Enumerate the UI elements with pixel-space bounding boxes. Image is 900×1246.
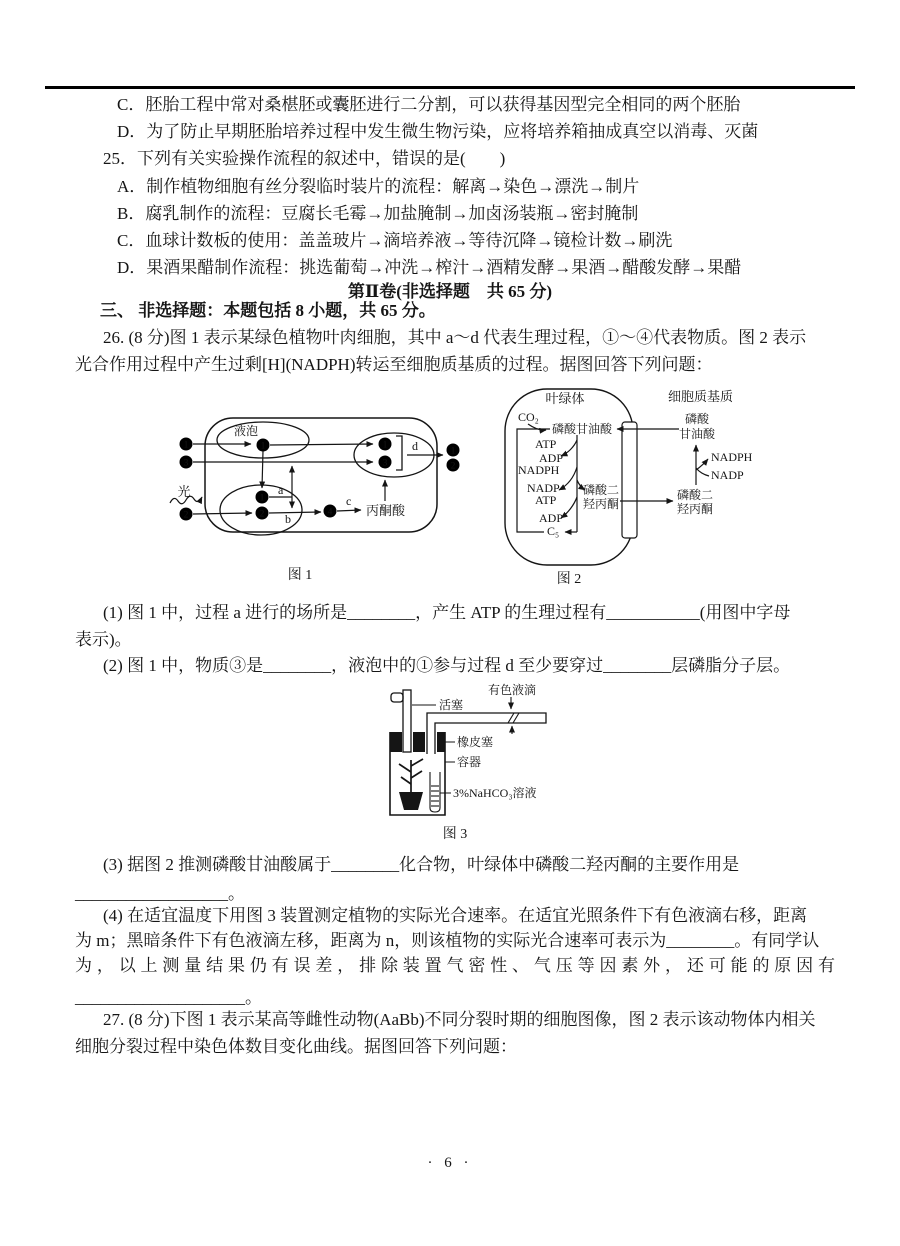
q26-intro-line2: 光合作用过程中产生过剩[H](NADPH)转运至细胞质基质的过程。据图回答下列问题： (75, 355, 713, 374)
svg-text:4: 4 (327, 507, 333, 518)
figure-3-apparatus-diagram (355, 680, 620, 848)
adp-label-1: ADP (539, 451, 564, 465)
stopper-label: 橡皮塞 (457, 735, 494, 749)
svg-text:1: 1 (260, 441, 266, 452)
dhap-out-line2: 羟丙酮 (677, 502, 714, 516)
atp-label-1: ATP (535, 437, 557, 451)
page-number: · 6 · (427, 1155, 473, 1171)
q26-sub2: (2) 图 1 中，物质③是________，液泡中的①参与过程 d 至少要穿过________层磷脂分子层。 (103, 656, 791, 675)
part-title: 三、 非选择题：本题包括 8 小题，共 65 分。 (100, 301, 436, 320)
fig3-stopper (390, 732, 445, 752)
q25-option-b: B．腐乳制作的流程：豆腐长毛霉→加盐腌制→加卤汤装瓶→密封腌制 (117, 204, 639, 223)
dhap-out-line1: 磷酸二 (677, 488, 714, 502)
q27-intro-line1: 27. (8 分)下图 1 表示某高等雌性动物(AaBb)不同分裂时期的细胞图像，图 2 表示该动物体内相关 (103, 1010, 816, 1029)
nadp-in-label: NADP (527, 481, 560, 495)
q27-intro-line2: 细胞分裂过程中染色体数目变化曲线。据图回答下列问题： (75, 1037, 517, 1056)
adp-label-2: ADP (539, 511, 564, 525)
svg-text:3: 3 (183, 458, 189, 469)
svg-text:1: 1 (382, 440, 388, 451)
dhap-in-line2: 羟丙酮 (583, 497, 620, 511)
pot (399, 792, 423, 810)
svg-text:1: 1 (183, 440, 189, 451)
solution-tube (430, 772, 440, 812)
svg-text:1: 1 (450, 446, 456, 457)
q26-sub1-line2: 表示)。 (75, 630, 132, 649)
q24-option-d: D．为了防止早期胚胎培养过程中发生微生物污染，应将培养箱抽成真空以消毒、灭菌 (117, 122, 759, 141)
container-label: 容器 (457, 755, 482, 769)
nadp-out-label: NADP (711, 468, 744, 482)
fig3-labels (439, 682, 537, 800)
q25-option-d: D．果酒果醋制作流程：挑选葡萄→冲洗→榨汁→酒精发酵→果酒→醋酸发酵→果醋 (117, 258, 742, 277)
process-b-label: b (285, 512, 291, 526)
q26-sub3-line1: (3) 据图 2 推测磷酸甘油酸属于________化合物，叶绿体中磷酸二羟丙酮的主要作用是 (103, 855, 740, 874)
droplet-label: 有色液滴 (488, 683, 537, 697)
pga-in-label: 磷酸甘油酸 (552, 422, 613, 436)
cytosol-label: 细胞质基质 (668, 389, 734, 404)
q26-sub4-line3: 为，以上测量结果仍有误差，排除装置气密性、气压等因素外，还可能的原因有 (75, 956, 835, 975)
process-c-label: c (346, 494, 352, 508)
co2-label: CO₂ (518, 410, 539, 424)
q26-sub4-line4: ____________________。 (75, 988, 262, 1007)
q26-intro-line1: 26. (8 分)图 1 表示某绿色植物叶肉细胞，其中 a～d 代表生理过程，①～④代表物质。图 2 表示 (103, 328, 807, 347)
dhap-in-line1: 磷酸二 (583, 483, 620, 497)
process-d-label: d (412, 439, 418, 453)
valve-label: 活塞 (439, 698, 464, 712)
svg-text:1: 1 (259, 493, 265, 504)
q26-sub4-line2: 为 m；黑暗条件下有色液滴左移，距离为 n，则该植物的实际光合速率可表示为________。有同学认 (75, 931, 820, 950)
nadph-out-label: NADPH (711, 450, 753, 464)
svg-text:2: 2 (183, 510, 189, 521)
q24-option-c: C．胚胎工程中常对桑椹胚或囊胚进行二分割，可以获得基因型完全相同的两个胚胎 (117, 95, 741, 114)
svg-text:2: 2 (450, 461, 456, 472)
plant (399, 759, 423, 792)
pga-out-line1: 磷酸 (684, 412, 710, 426)
q25-stem: 25．下列有关实验操作流程的叙述中，错误的是( ) (103, 149, 506, 168)
q26-sub1-line1: (1) 图 1 中，过程 a 进行的场所是________，产生 ATP 的生理过程有___________(用图中字母 (103, 603, 791, 622)
q26-sub3-line2: __________________。 (75, 884, 245, 903)
solution-label: 3%NaHCO₃溶液 (453, 786, 537, 800)
q26-sub4-line1: (4) 在适宜温度下用图 3 装置测定植物的实际光合速率。在适宜光照条件下有色液滴右移，距离 (103, 906, 808, 925)
light-label: 光 (177, 484, 191, 499)
q25-option-c: C．血球计数板的使用：盖盖玻片→滴培养液→等待沉降→镜检计数→刷洗 (117, 231, 673, 250)
pyruvate-label: 丙酮酸 (366, 503, 406, 518)
fig2-caption: 图 2 (556, 572, 582, 587)
nadph-in-label: NADPH (518, 463, 560, 477)
figure-1-cell-diagram (140, 398, 490, 588)
fig1-caption: 图 1 (287, 568, 313, 583)
chloroplast-label: 叶绿体 (545, 391, 585, 406)
q25-option-a: A．制作植物细胞有丝分裂临时装片的流程：解离→染色→漂洗→制片 (117, 177, 640, 196)
atp-label-2: ATP (535, 493, 557, 507)
volume-title: 第Ⅱ卷(非选择题 共 65 分) (347, 282, 553, 301)
vacuole-label: 液泡 (233, 424, 259, 438)
figure-2-shuttle-diagram (490, 385, 835, 590)
c5-label: C₅ (547, 524, 560, 538)
svg-text:2: 2 (259, 509, 265, 520)
svg-text:3: 3 (382, 458, 388, 469)
pga-out-line2: 甘油酸 (678, 427, 716, 441)
process-a-label: a (278, 483, 284, 497)
fig3-caption: 图 3 (442, 827, 468, 842)
top-rule (45, 86, 855, 89)
